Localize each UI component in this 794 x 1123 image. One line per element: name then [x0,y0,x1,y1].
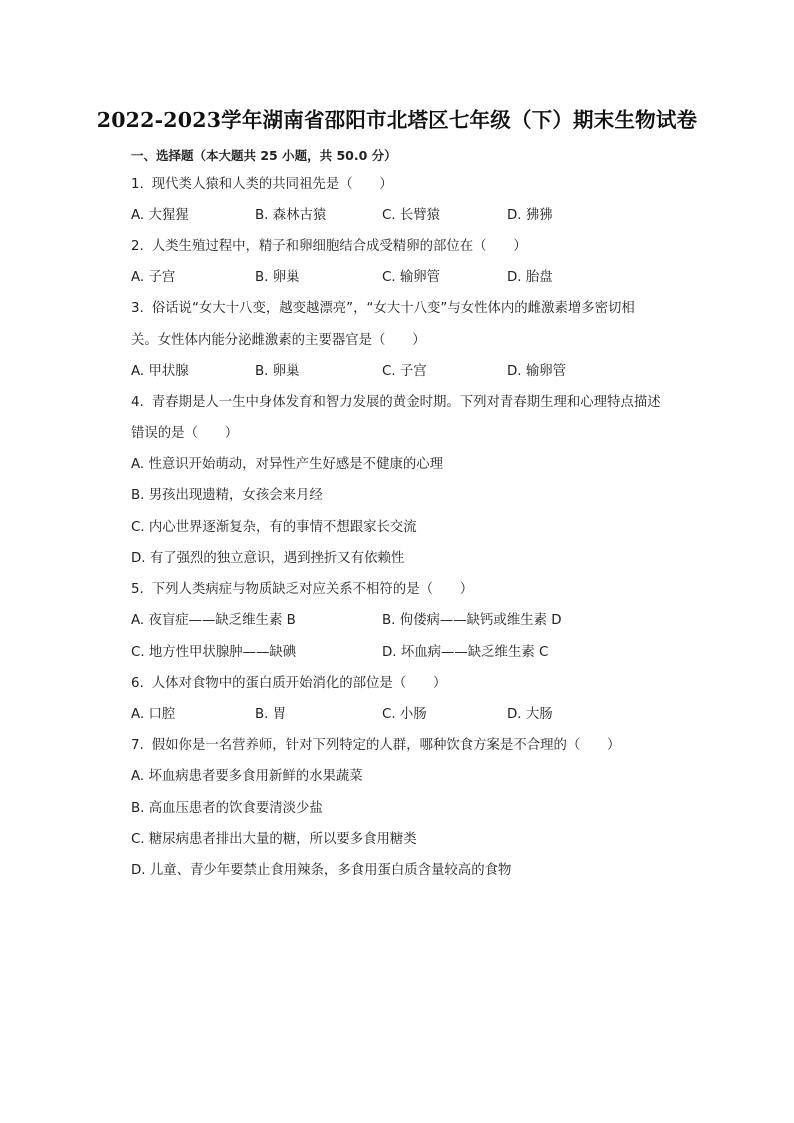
option-d: D. 儿童、青少年要禁止食用辣条，多食用蛋白质含量较高的食物 [131,863,512,878]
option-a: A. 甲状腺 [131,364,189,379]
question-text: 下列人类病症与物质缺乏对应关系不相符的是（ ） [151,582,474,597]
option-b: B. 森林古猿 [255,208,327,223]
question-number: 4. [131,395,144,410]
option-a: A. 夜盲症——缺乏维生素 B [131,613,296,628]
option-b: B. 卵巢 [255,270,300,285]
question-7 [131,736,620,756]
option-d: D. 大肠 [507,707,553,722]
option-c: C. 长臂猿 [382,208,441,223]
option-b: B. 卵巢 [255,364,300,379]
question-number: 1. [131,177,144,192]
option-a: A. 坏血病患者要多食用新鲜的水果蔬菜 [131,769,363,784]
option-b: B. 男孩出现遗精，女孩会来月经 [131,488,323,503]
question-number: 2. [131,239,144,254]
option-c: C. 小肠 [382,707,427,722]
question-text: 俗话说“女大十八变，越变越漂亮”，“女大十八变”与女性体内的雌激素增多密切相 [151,301,635,316]
option-a: A. 子宫 [131,270,176,285]
option-b: B. 佝偻病——缺钙或维生素 D [382,613,562,628]
option-a: A. 大猩猩 [131,208,189,223]
question-3-continued: 关。女性体内能分泌雌激素的主要器官是（ ） [131,333,426,348]
option-a: A. 性意识开始萌动，对异性产生好感是不健康的心理 [131,457,444,472]
option-b: B. 胃 [255,707,287,722]
question-6 [131,674,446,694]
question-3 [131,299,635,319]
question-number: 5. [131,582,144,597]
question-number: 7. [131,738,144,753]
option-c: C. 内心世界逐渐复杂，有的事情不想跟家长交流 [131,520,417,535]
option-d: D. 胎盘 [507,270,553,285]
section-heading: 一、选择题（本大题共 25 小题，共 50.0 分） [131,148,397,163]
option-d: D. 输卵管 [507,364,566,379]
question-text: 现代类人猿和人类的共同祖先是（ ） [151,177,393,192]
option-d: D. 狒狒 [507,208,553,223]
option-c: C. 糖尿病患者排出大量的糖，所以要多食用糖类 [131,832,417,847]
question-text: 假如你是一名营养师，针对下列特定的人群，哪种饮食方案是不合理的（ ） [151,738,621,753]
question-number: 6. [131,676,144,691]
question-text: 人体对食物中的蛋白质开始消化的部位是（ ） [151,676,447,691]
option-d: D. 有了强烈的独立意识，遇到挫折又有依赖性 [131,551,405,566]
question-4 [131,393,661,413]
question-text: 人类生殖过程中，精子和卵细胞结合成受精卵的部位在（ ） [151,239,527,254]
option-c: C. 输卵管 [382,270,441,285]
option-b: B. 高血压患者的饮食要清淡少盐 [131,801,323,816]
question-2 [131,237,527,257]
question-4-continued: 错误的是（ ） [131,426,239,441]
exam-title: 2022-2023学年湖南省邵阳市北塔区七年级（下）期末生物试卷 [96,108,698,132]
option-a: A. 口腔 [131,707,176,722]
question-5 [131,580,473,600]
option-c: C. 子宫 [382,364,427,379]
option-c: C. 地方性甲状腺肿——缺碘 [131,645,297,660]
question-text: 青春期是人一生中身体发育和智力发展的黄金时期。下列对青春期生理和心理特点描述 [151,395,661,410]
question-1 [131,175,393,195]
question-number: 3. [131,301,144,316]
option-d: D. 坏血病——缺乏维生素 C [382,645,549,660]
